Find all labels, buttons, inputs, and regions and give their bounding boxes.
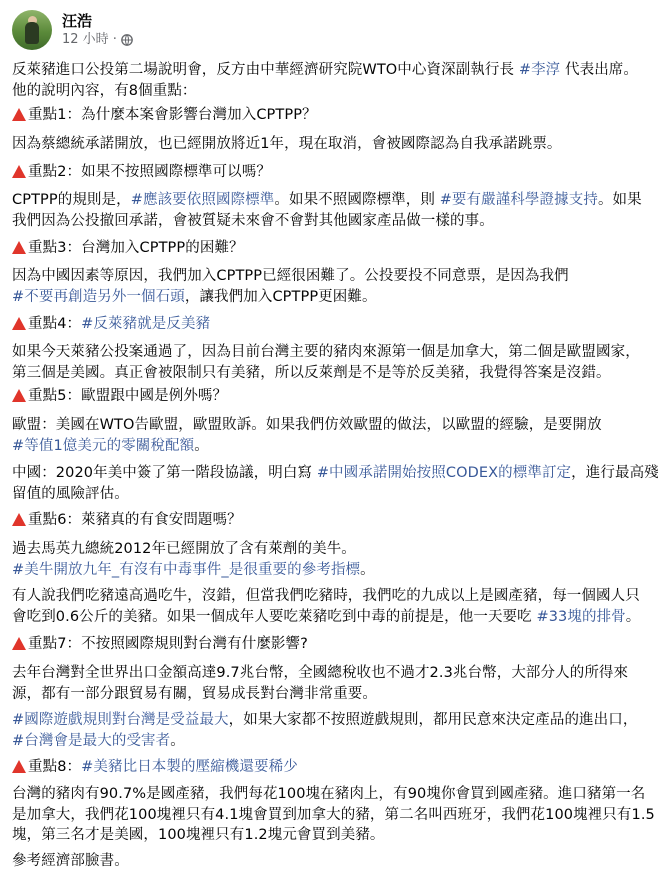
text: 源，都有一部分跟貿易有關，貿易成長對台灣非常重要。 <box>12 685 377 702</box>
point-1-body: 因為蔡總統承諾開放，也已經開放將近1年，現在取消，會被國際認為自我承諾跳票。 <box>12 136 562 152</box>
point-4-heading <box>12 314 210 335</box>
hashtag-us-pork-rarer[interactable]: #美豬比日本製的壓縮機還要稀少 <box>81 759 298 775</box>
point-6-body-2 <box>12 586 640 627</box>
text: 第三個是美國。真正會被限制只有美豬，所以反萊劑是不是等於反美豬，我覺得答案是沒錯。 <box>12 364 611 381</box>
text: 。 <box>194 437 209 454</box>
point-2-body <box>12 190 642 231</box>
red-triangle-icon <box>12 317 26 330</box>
point-8-heading <box>12 757 298 778</box>
text: 是加拿大，我們花100塊裡只有4.1塊會買到加拿大的豬，第二名叫西班牙，我們花100塊裡只有1.5 <box>12 806 655 823</box>
text: 如果今天萊豬公投案通過了，因為目前台灣主要的豬肉來源第一個是加拿大，第二個是歐盟國家， <box>12 344 640 360</box>
hashtag-taiwan-benefits-most[interactable]: #國際遊戲規則對台灣是受益最大 <box>12 712 229 728</box>
text: 我們因為公投撤回承諾，會被質疑未來會不會對其他國家產品做一樣的事。 <box>12 212 494 229</box>
point-3-title: 重點3：台灣加入CPTPP的困難？ <box>28 240 244 256</box>
point-6-heading <box>12 510 242 531</box>
point-1-heading <box>12 105 317 126</box>
hashtag-intl-standard[interactable]: #應該要依照國際標準 <box>130 192 275 208</box>
hashtag-taiwan-biggest-victim[interactable]: #台灣會是最大的受害者 <box>12 732 171 749</box>
hashtag-scientific-evidence[interactable]: #要有嚴謹科學證據支持 <box>439 192 598 208</box>
red-triangle-icon <box>12 637 26 650</box>
text: ，如果大家都不按照遊戲規則，都用民意來決定產品的進出口， <box>228 712 638 728</box>
hashtag-us-beef-nine-years[interactable]: #美牛開放九年_有沒有中毒事件_是很重要的參考指標 <box>12 561 361 578</box>
text: ，讓我們加入CPTPP更困難。 <box>184 288 377 305</box>
text: 。 <box>170 732 185 749</box>
text: 去年台灣對全世界出口金額高達9.7兆台幣，全國總稅收也不過才2.3兆台幣，大部分人的所得來 <box>12 665 629 681</box>
hashtag-no-more-stone[interactable]: #不要再創造另外一個石頭 <box>12 288 185 305</box>
post-subline <box>62 31 133 48</box>
hashtag-tariff-quota[interactable]: #等值1億美元的零關稅配額 <box>12 437 195 454</box>
intro-paragraph <box>12 60 638 101</box>
red-triangle-icon <box>12 241 26 254</box>
text: 因為中國因素等原因，我們加入CPTPP已經很困難了。公投要投不同意票，是因為我們 <box>12 268 569 284</box>
red-triangle-icon <box>12 389 26 402</box>
post-header <box>12 10 133 50</box>
point-7-body-2 <box>12 710 637 751</box>
red-triangle-icon <box>12 165 26 178</box>
hashtag-33-ribs[interactable]: #33塊的排骨 <box>536 608 626 625</box>
text: 。 <box>625 608 641 625</box>
text: 會吃到0.6公斤的美豬。如果一個成年人要吃萊豬吃到中毒的前提是，他一天要吃 <box>12 608 537 625</box>
hashtag-li-chun[interactable]: #李淳 <box>518 62 561 78</box>
intro-text-3: 他的說明內容，有8個重點： <box>12 82 197 99</box>
post-meta <box>62 12 133 48</box>
separator-dot: · <box>112 32 117 47</box>
point-7-title: 重點7：不按照國際規則對台灣有什麼影響? <box>28 636 308 652</box>
text: 過去馬英九總統2012年已經開放了含有萊劑的美牛。 <box>12 541 356 557</box>
point-7-body-1 <box>12 663 628 704</box>
point-5-body-china <box>12 463 659 504</box>
point-3-body <box>12 266 569 307</box>
point-6-body-1 <box>12 539 375 580</box>
red-triangle-icon <box>12 108 26 121</box>
text: 。如果 <box>597 192 642 208</box>
text: 台灣的豬肉有90.7%是國產豬，我們每花100塊在豬肉上，有90塊你會買到國產豬。進口豬第一名 <box>12 786 646 802</box>
text: 。 <box>360 561 375 578</box>
point-1-title: 重點1：為什麼本案會影響台灣加入CPTPP？ <box>28 107 317 123</box>
red-triangle-icon <box>12 760 26 773</box>
point-5-heading <box>12 386 227 407</box>
intro-text-2: 代表出席。 <box>560 62 638 78</box>
point-8-body <box>12 784 655 846</box>
intro-text: 反萊豬進口公投第二場說明會，反方由中華經濟研究院WTO中心資深副執行長 <box>12 62 519 78</box>
red-triangle-icon <box>12 513 26 526</box>
point-5-body-eu <box>12 415 602 456</box>
point-4-body <box>12 342 640 383</box>
reference-line: 參考經濟部臉書。 <box>12 853 129 869</box>
hashtag-anti-us-pork[interactable]: #反萊豬就是反美豬 <box>81 316 211 332</box>
text: CPTPP的規則是， <box>12 192 131 208</box>
avatar-body <box>25 22 39 44</box>
text: 歐盟：美國在WTO告歐盟，歐盟敗訴。如果我們仿效歐盟的做法，以歐盟的經驗，是要開放 <box>12 417 602 433</box>
post-time[interactable]: 12 小時 <box>62 32 109 47</box>
author-name[interactable]: 汪浩 <box>62 12 93 30</box>
text: 。如果不照國際標準，則 <box>274 192 440 208</box>
text: 留值的風險評估。 <box>12 485 129 502</box>
avatar[interactable] <box>12 10 52 50</box>
hashtag-codex[interactable]: #中國承諾開始按照CODEX的標準訂定 <box>316 465 572 481</box>
point-8-title: 重點8： <box>28 759 82 775</box>
point-7-heading <box>12 634 308 655</box>
text: 有人說我們吃豬遠高過吃牛，沒錯，但當我們吃豬時，我們吃的九成以上是國產豬，每一個國人只 <box>12 588 640 604</box>
text: 中國：2020年美中簽了第一階段協議，明白寫 <box>12 465 317 481</box>
point-2-heading <box>12 162 271 183</box>
text: 塊，第三名才是美國，100塊裡只有1.2塊元會買到美豬。 <box>12 827 385 843</box>
point-4-title: 重點4： <box>28 316 82 332</box>
point-5-title: 重點5：歐盟跟中國是例外嗎？ <box>28 388 228 404</box>
point-3-heading <box>12 238 244 259</box>
point-6-title: 重點6：萊豬真的有食安問題嗎？ <box>28 512 242 528</box>
globe-icon[interactable] <box>121 34 133 46</box>
text: ，進行最高殘 <box>571 465 659 481</box>
point-2-title: 重點2：如果不按照國際標準可以嗎？ <box>28 164 271 180</box>
